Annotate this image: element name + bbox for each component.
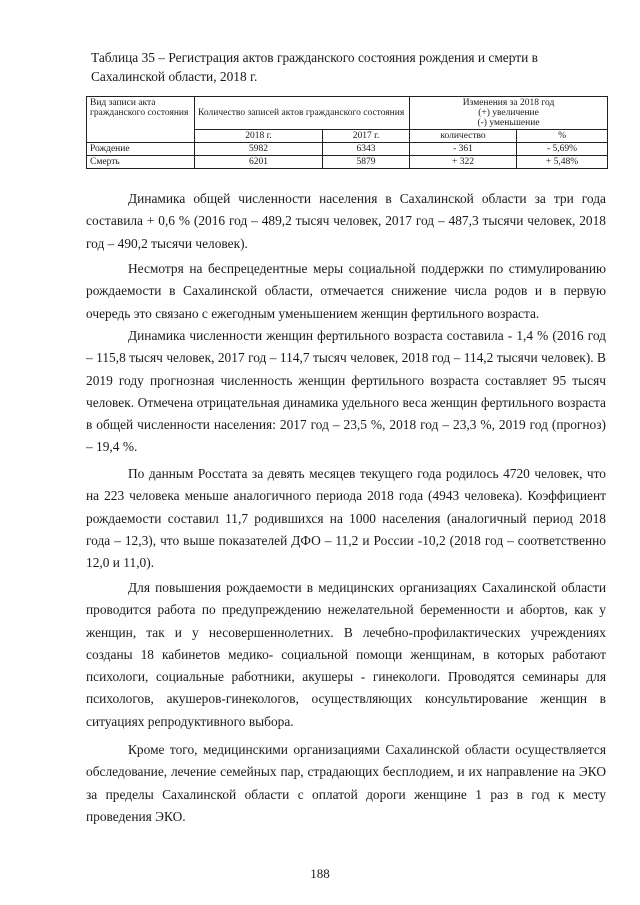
paragraph-ivf: Кроме того, медицинскими организациями Сахалинской области осуществляется обследование, лечение семейных пар, страдающих бесплодием, и их направление на ЭКО за пределы Сахалинской области с оплатой дороги женщине 1 раз в год к месту проведения ЭКО. (86, 742, 606, 824)
row-quantity: - 361 (410, 143, 517, 156)
row-type: Смерть (87, 156, 195, 169)
header-2017: 2017 г. (323, 130, 410, 143)
header-record-type: Вид записи акта гражданского состояния (87, 97, 195, 143)
registration-table (86, 96, 608, 169)
table-row (87, 156, 608, 169)
row-quantity: + 322 (410, 156, 517, 169)
row-type: Рождение (87, 143, 195, 156)
row-percent: - 5,69% (517, 143, 608, 156)
table-caption: Таблица 35 – Регистрация актов гражданского состояния рождения и смерти в Сахалинской области, 2018 г. (91, 50, 538, 84)
row-2018: 5982 (195, 143, 323, 156)
header-changes-title: Изменения за 2018 год (462, 98, 555, 108)
paragraph-birth-rate-measures: Несмотря на беспрецедентные меры социальной поддержки по стимулированию рождаемости в Сахалинской области, отмечается снижение числа родов и в первую очередь это связано с ежегодным уменьшением женщин фертильного возраста. (86, 261, 606, 321)
paragraph-population: Динамика общей численности населения в Сахалинской области за три года составила + 0,6 % (2016 год – 489,2 тысяч человек, 2017 год – 487,3 тысячи человек, 2018 год – 490,2 тысячи человек). (86, 191, 606, 251)
row-percent: + 5,48% (517, 156, 608, 169)
table-row (87, 143, 608, 156)
row-2017: 6343 (323, 143, 410, 156)
header-2018: 2018 г. (195, 130, 323, 143)
header-percent: % (517, 130, 608, 143)
paragraph-rosstat: По данным Росстата за девять месяцев текущего года родилось 4720 человек, что на 223 человека меньше аналогичного периода 2018 года (4943 человека). Коэффициент рождаемости составил 11,7 родившихся на 1000 населения (аналогичный период 2018 года – 12,3), что выше показателей ДФО – 11,2 и России -10,2 (2018 год – соответственно 12,0 и 11,0). (86, 466, 606, 571)
header-changes-plus: (+) увеличение (478, 108, 539, 118)
header-changes-minus: (-) уменьшение (477, 118, 540, 128)
row-2018: 6201 (195, 156, 323, 169)
paragraph-prevention: Для повышения рождаемости в медицинских организациях Сахалинской области проводится работа по предупреждению нежелательной беременности и абортов, как у женщин, так и у несовершеннолетних. В лечебно-профилактических учреждениях созданы 18 кабинетов медико- социальной помощи женщинам, в которых работают психологи, социальные работники, акушеры - гинекологи. Проводятся семинары для психологов, акушеров-гинекологов, осуществляющих консультирование женщин в ситуациях репродуктивного выбора. (86, 580, 606, 729)
header-record-count: Количество записей актов гражданского состояния (195, 97, 410, 130)
header-changes (410, 97, 608, 130)
table-header-row (87, 97, 608, 130)
paragraph-fertile-women: Динамика численности женщин фертильного возраста составила - 1,4 % (2016 год – 115,8 тысяч человек, 2017 год – 114,7 тысяч человек, 2018 год – 114,2 тысячи человек). В 2019 году прогнозная численность женщин фертильного возраста составляет 95 тысяч человек. Отмечена отрицательная динамика удельного веса женщин фертильного возраста в общей численности населения: 2017 год – 23,5 %, 2018 год – 23,3 %, 2019 год (прогноз) – 19,4 %. (86, 328, 606, 455)
row-2017: 5879 (323, 156, 410, 169)
header-quantity: количество (410, 130, 517, 143)
page-number: 188 (310, 866, 330, 881)
